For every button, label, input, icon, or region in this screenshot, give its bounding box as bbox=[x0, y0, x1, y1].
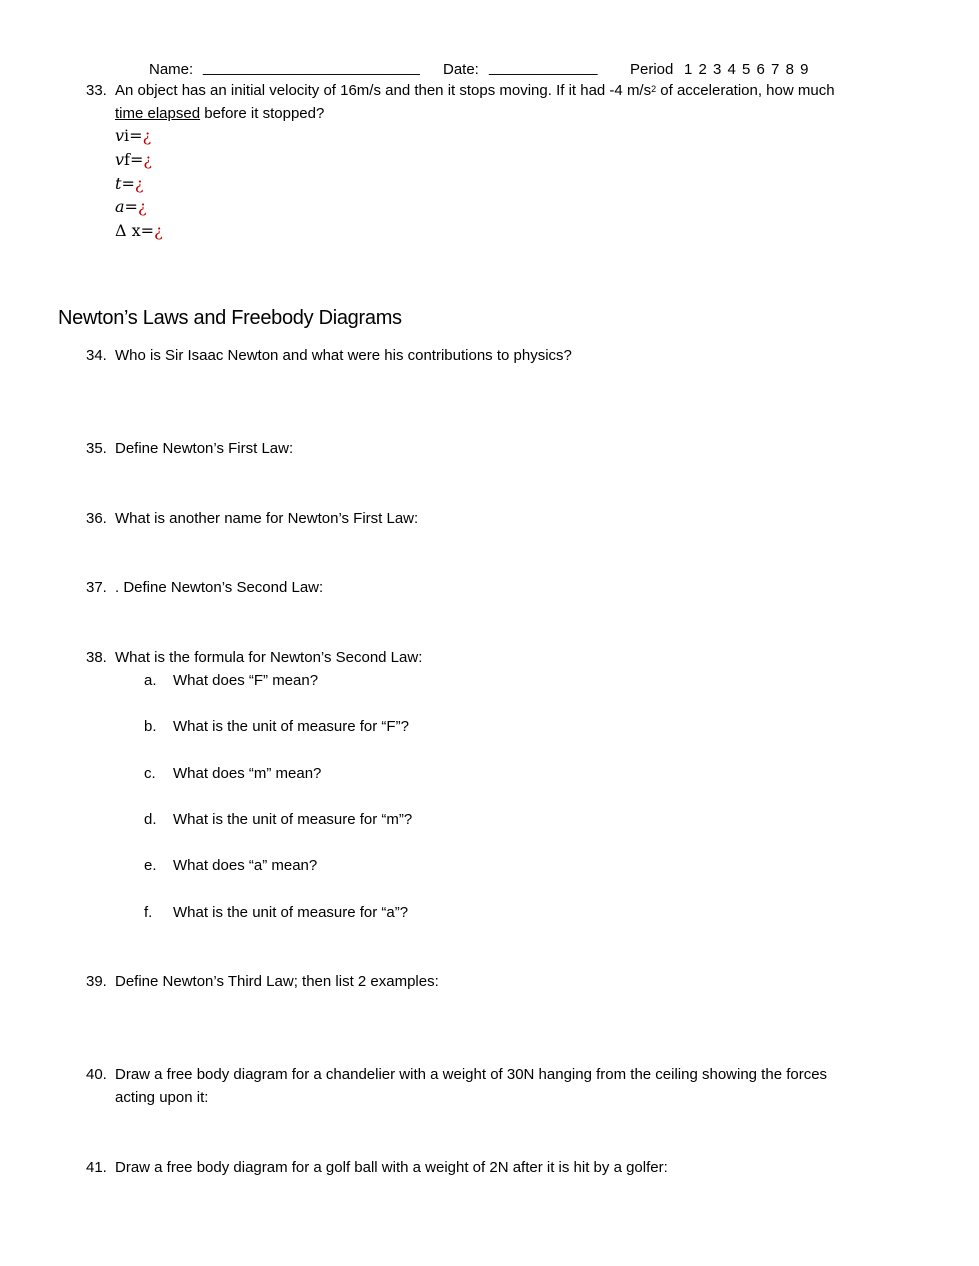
given-a bbox=[115, 197, 147, 217]
missing-value-mark: ¿ bbox=[154, 221, 163, 240]
sub-question-letter: e. bbox=[144, 857, 157, 874]
equals-sign: = bbox=[129, 126, 143, 145]
missing-value-mark: ¿ bbox=[142, 126, 152, 145]
question-text: . Define Newton’s Second Law: bbox=[115, 579, 324, 596]
var-symbol: v bbox=[115, 150, 125, 169]
question-number: 39. bbox=[86, 973, 107, 990]
section-title: Newton’s Laws and Freebody Diagrams bbox=[58, 307, 402, 329]
sub-question-text: What is the unit of measure for “m”? bbox=[173, 811, 413, 828]
equals-sign: = bbox=[121, 174, 135, 193]
sub-question-letter: a. bbox=[144, 672, 157, 689]
sub-question-text: What does “m” mean? bbox=[173, 765, 322, 782]
question-text-part: An object has an initial velocity of 16m/s and then it stops moving. If it had -4 m/s bbox=[115, 82, 652, 99]
question-text: Who is Sir Isaac Newton and what were his contributions to physics? bbox=[115, 347, 572, 364]
missing-value-mark: ¿ bbox=[134, 174, 144, 193]
sub-question-text: What does “F” mean? bbox=[173, 672, 319, 689]
question-text: Define Newton’s Third Law; then list 2 examples: bbox=[115, 973, 439, 990]
missing-value-mark: ¿ bbox=[143, 150, 152, 169]
question-number: 38. bbox=[86, 649, 107, 666]
var-symbol: a bbox=[115, 197, 125, 216]
question-text-line2 bbox=[115, 104, 324, 124]
question-number: 36. bbox=[86, 510, 107, 527]
var-symbol: Δ x bbox=[115, 221, 141, 240]
name-line[interactable]: __________________________ bbox=[203, 59, 420, 76]
underlined-phrase: time elapsed bbox=[115, 105, 201, 122]
date-label: Date: bbox=[443, 61, 479, 78]
date-line[interactable]: _____________ bbox=[489, 59, 598, 76]
question-number: 33. bbox=[86, 82, 107, 99]
sub-question-text: What does “a” mean? bbox=[173, 857, 318, 874]
question-text-part: before it stopped? bbox=[200, 105, 325, 122]
equals-sign: = bbox=[124, 197, 138, 216]
var-symbol: t bbox=[115, 174, 122, 193]
question-number: 37. bbox=[86, 579, 107, 596]
question-text: What is another name for Newton’s First Law: bbox=[115, 510, 419, 527]
period-numbers: 1 2 3 4 5 6 7 8 9 bbox=[684, 61, 809, 78]
missing-value-mark: ¿ bbox=[137, 197, 147, 216]
var-subscript: f bbox=[124, 150, 130, 169]
period-label: Period bbox=[630, 61, 674, 78]
question-text-part: of acceleration, how much bbox=[656, 82, 835, 99]
question-text: Define Newton’s First Law: bbox=[115, 440, 294, 457]
question-number: 35. bbox=[86, 440, 107, 457]
given-vf bbox=[115, 150, 152, 170]
name-label: Name: bbox=[149, 61, 194, 78]
question-text-line2: acting upon it: bbox=[115, 1089, 209, 1106]
sub-question-letter: b. bbox=[144, 718, 157, 735]
question-number: 40. bbox=[86, 1066, 107, 1083]
question-text bbox=[115, 81, 835, 101]
sub-question-text: What is the unit of measure for “F”? bbox=[173, 718, 409, 735]
question-text: What is the formula for Newton’s Second Law: bbox=[115, 649, 423, 666]
sub-question-text: What is the unit of measure for “a”? bbox=[173, 904, 409, 921]
question-text: Draw a free body diagram for a chandelier with a weight of 30N hanging from the ceiling showing the forces bbox=[115, 1066, 828, 1083]
question-text: Draw a free body diagram for a golf ball with a weight of 2N after it is hit by a golfer: bbox=[115, 1159, 668, 1176]
equals-sign: = bbox=[129, 150, 144, 169]
var-symbol: v bbox=[115, 126, 125, 145]
sub-question-letter: c. bbox=[144, 765, 156, 782]
given-vi bbox=[115, 126, 151, 146]
var-subscript: i bbox=[124, 126, 130, 145]
given-t bbox=[115, 174, 143, 194]
sub-question-letter: d. bbox=[144, 811, 157, 828]
superscript: 2 bbox=[651, 84, 657, 94]
question-number: 41. bbox=[86, 1159, 107, 1176]
question-number: 34. bbox=[86, 347, 107, 364]
equals-sign: = bbox=[140, 221, 155, 240]
given-delta-x bbox=[115, 221, 163, 241]
sub-question-letter: f. bbox=[144, 904, 153, 921]
